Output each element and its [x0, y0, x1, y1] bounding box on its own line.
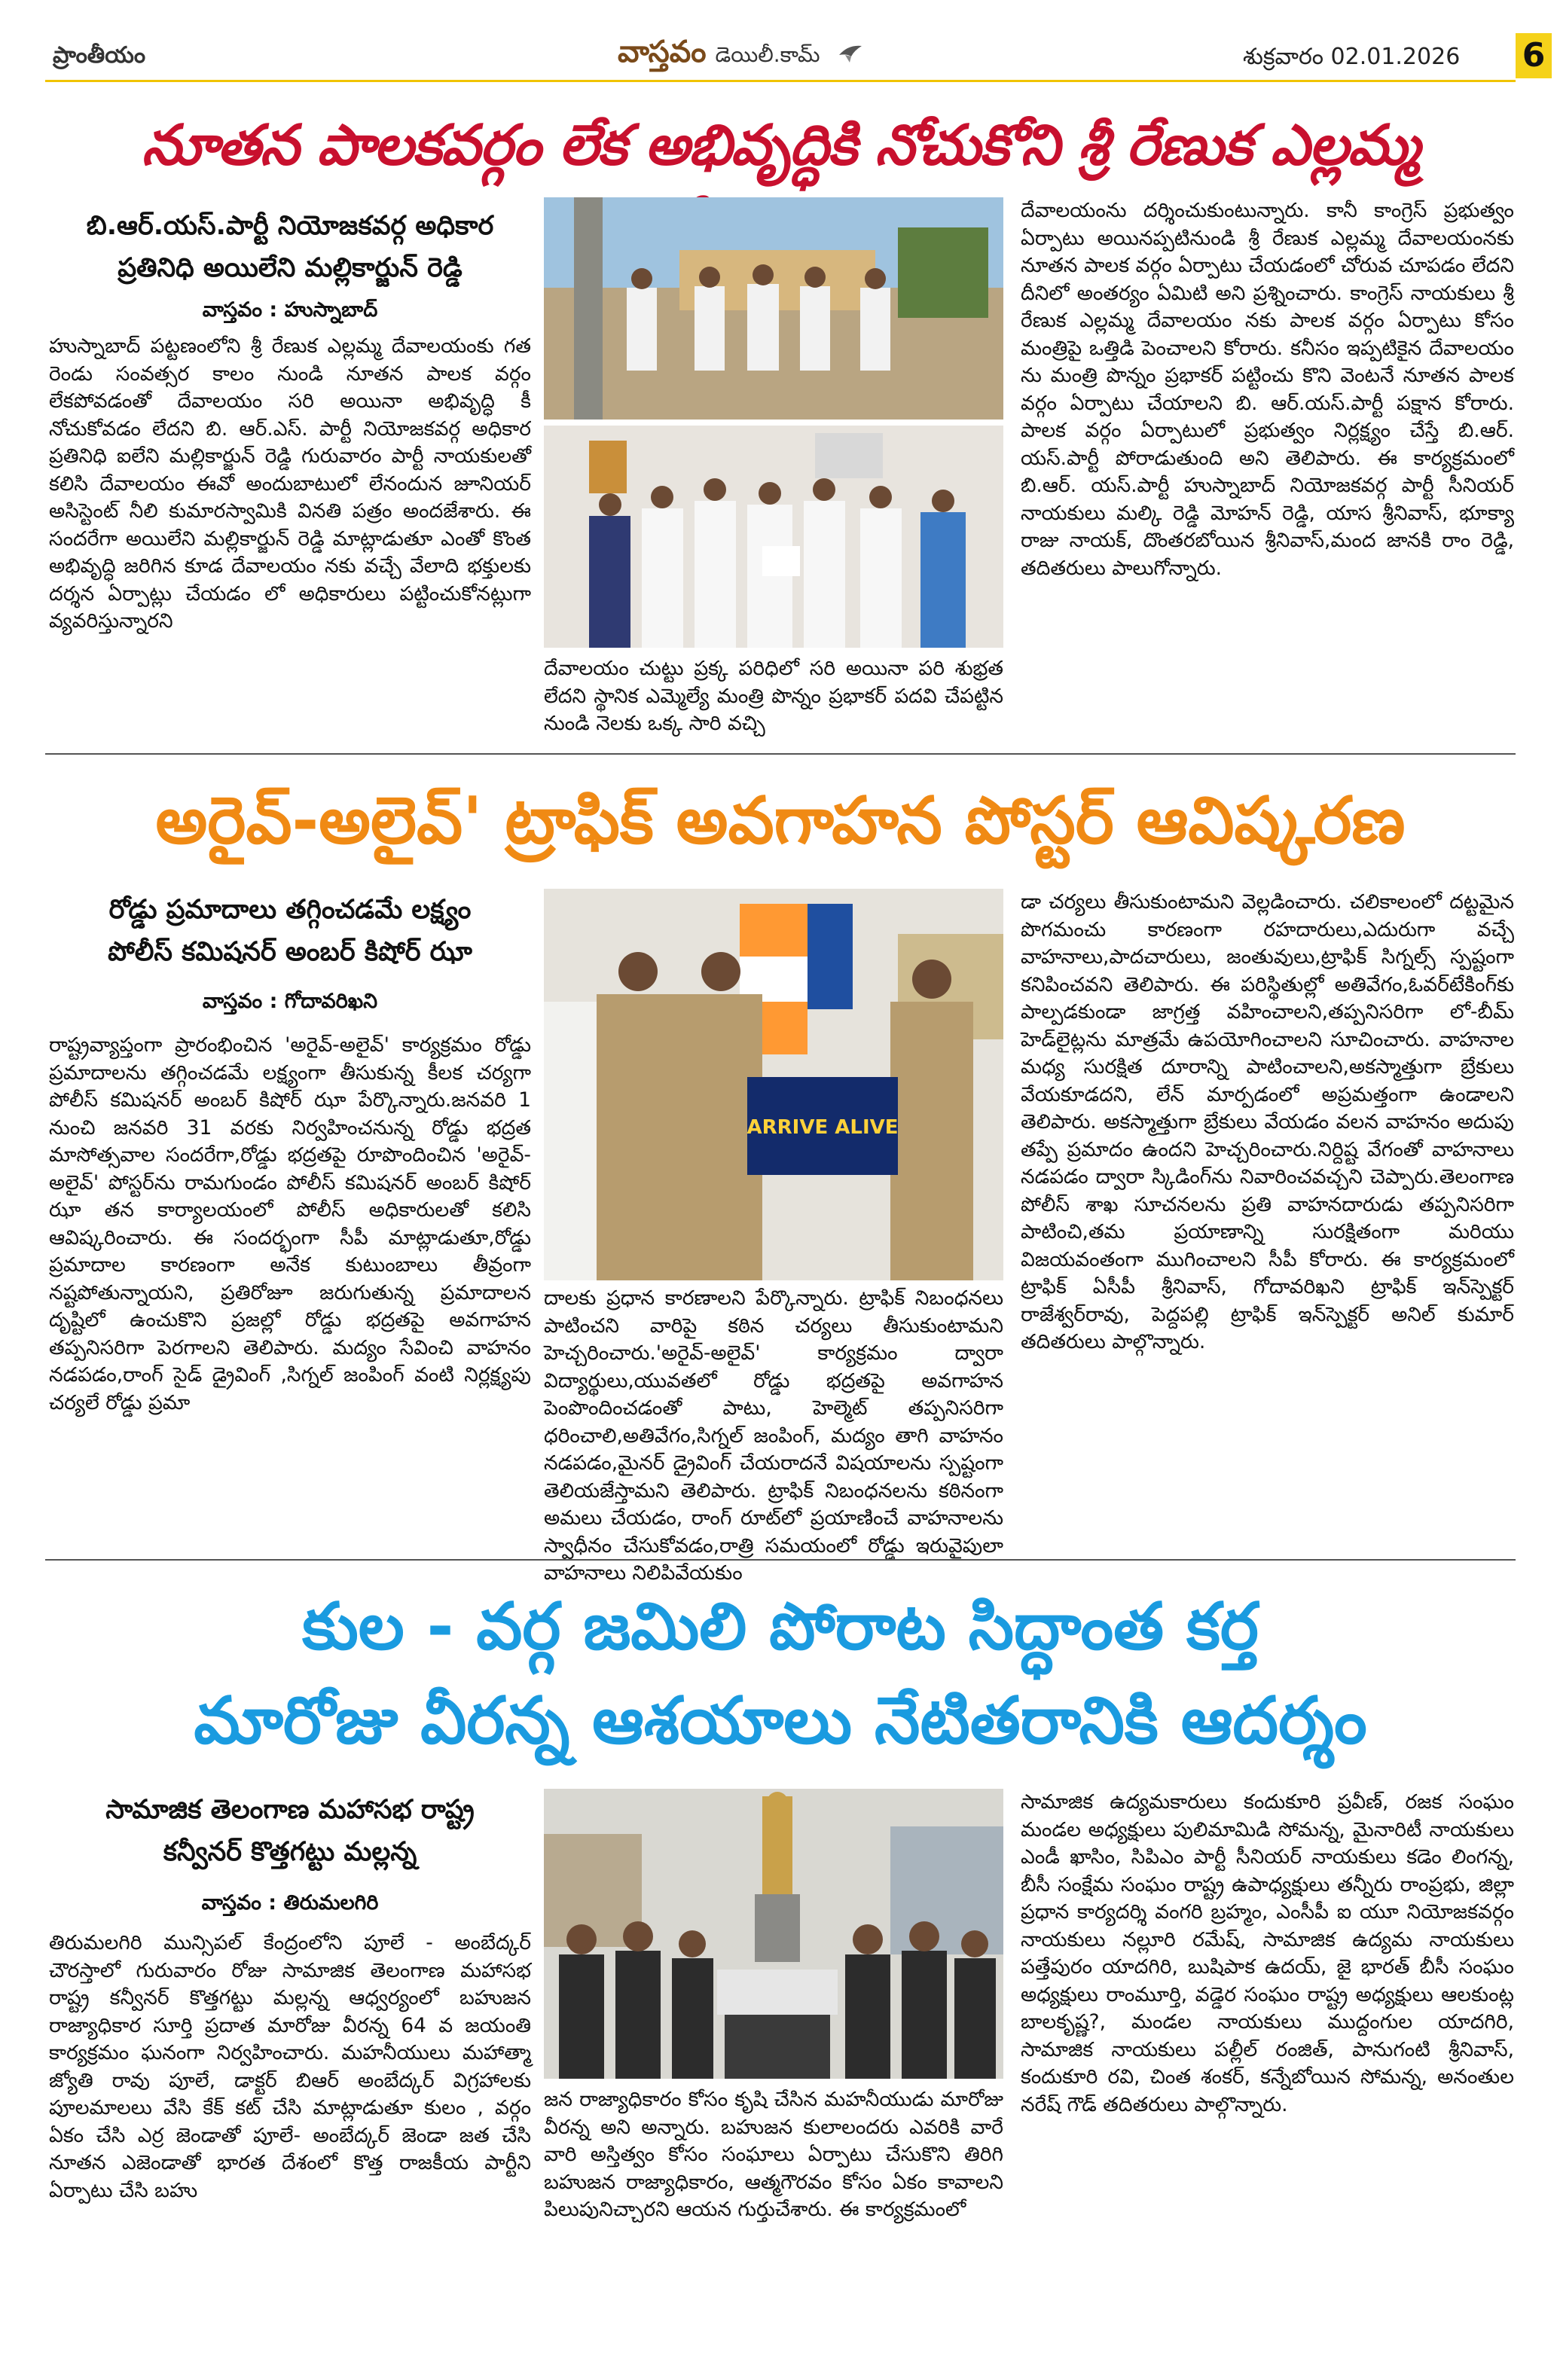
article2-column2: దాలకు ప్రధాన కారణాలని పేర్కొన్నారు. ట్రాఫిక్ నిబంధనలు పాటించని వారిపై కఠిన చర్యలు తీసుకుంటామని హెచ్చరించారు.'అరైవ్-అలైవ్' కార్యక్రమం ద్వారా విద్యార్థులు,యువతలో రోడ్డు భద్రతపై అవగాహన పెంపొందించడంతో పాటు, హెల్మెట్ తప్పనిసరిగా ధరించాలి,అతివేగం,సిగ్నల్ జంపింగ్, మద్యం తాగి వాహనం నడపడం,మైనర్ డ్రైవింగ్ చేయరాదనే విషయాలను స్పష్టంగా తెలియజేస్తామని తెలిపారు. ట్రాఫిక్ నిబంధనలను కఠినంగా అమలు చేయడం, రాంగ్ రూట్‌లో ప్రయాణించే వాహనాలను స్వాధీనం చేసుకోవడం,రాత్రి సమయంలో రోడ్డు ఇరువైపులా వాహనాలు నిలిపివేయకుం — [544, 1286, 1003, 1585]
article3-column1: తిరుమలగిరి మున్సిపల్ కేంద్రంలోని పూలే - అంబేద్కర్ చౌరస్తాలో గురువారం రోజు సామాజిక తెలంగాణ మహాసభ రాష్ట్ర కన్వీనర్ కొత్తగట్టు మల్లన్న ఆధ్వర్యంలో బహుజన రాజ్యాధికార సూర్తి ప్రదాత మారోజు వీరన్న 64 వ జయంతి కార్యక్రమం ఘనంగా నిర్వహించారు. మహనీయులు మహాత్మా జ్యోతి రావు పూలే, డాక్టర్ బిఆర్ అంబేద్కర్ విగ్రహాలకు పూలమాలలు వేసి కేక్ కట్ చేసి మాట్లాడుతూ కులం , వర్గం ఏకం చేసి ఎర్ర జెండాతో పూలే- అంబేద్కర్ జెండా జత చేసి నూతన ఎజెండాతో భారత దేశంలో కొత్త రాజకీయ పార్టీని ఏర్పాటు చేసి బహు — [49, 1931, 531, 2202]
paper-title: వాస్తవం — [618, 35, 707, 69]
article1-column1: హుస్నాబాద్ పట్టణంలోని శ్రీ రేణుక ఎల్లమ్మ దేవాలయంకు గత రెండు సంవత్సర కాలం నుండి నూతన పాలక వర్గం లేకపోవడంతో దేవాలయం సరి అయినా అభివృద్ధి కీ నోచుకోవడం లేదని బి. ఆర్.ఎస్. పార్టీ నియోజకవర్గ అధికార ప్రతినిధి ఐలేని మల్లికార్జున్ రెడ్డి గురువారం పార్టీ నాయకులతో కలిసి దేవాలయం ఈవో అందుబాటులో లేనందున జూనియర్ అసిస్టెంట్ నీలి కుమారస్వామికి వినతి పత్రం అందజేశారు. ఈ సందరేగా అయిలేని మల్లికార్జున్ రెడ్డి మాట్లాడుతూ ఎంతో కొంత అభివృద్ధి జరిగిన కూడ దేవాలయం నకు వచ్చే వేలాది భక్తులకు దర్శన ఏర్పాట్లు చేయడం లో అధికారులు పట్టించుకోనట్లుగా వ్యవరిస్తున్నారని — [49, 334, 531, 633]
article3-photo-jayanti — [544, 1789, 1003, 2079]
article3-dateline: వాస్తవం : తిరుమలగిరి — [201, 1891, 379, 1915]
paper-site: డెయిలీ.కామ్ — [715, 42, 820, 67]
article3-column2: జన రాజ్యాధికారం కోసం కృషి చేసిన మహనీయుడు మారోజు వీరన్న అని అన్నారు. బహుజన కులాలందరు ఎవరికి వారే వారి అస్తిత్వం కోసం సంఘాలు ఏర్పాటు చేసుకొని తిరిగి బహుజన రాజ్యాధికారం, ఆత్మగౌరవం కోసం ఏకం కావాలని పిలుపునిచ్చారని ఆయన గుర్తుచేశారు. ఈ కార్యక్రమంలో — [544, 2088, 1003, 2221]
article1-photo-caption: దేవాలయం చుట్టు ప్రక్క పరిధిలో సరి అయినా పరి శుభ్రత లేదని స్థానిక ఎమ్మెల్యే మంత్రి పొన్నం ప్రభాకర్ పదవి చేపట్టిన నుండి నెలకు ఒక్క సారి వచ్చి — [544, 657, 1003, 735]
article1-dateline: వాస్తవం : హుస్నాబాద్ — [202, 298, 378, 322]
article2-headline: అరైవ్-అలైవ్' ట్రాఫిక్ అవగాహన పోస్టర్ ఆవిష్కరణ — [155, 783, 1406, 859]
paper-name — [618, 35, 863, 77]
article3-subhead — [49, 1789, 531, 1920]
divider-1 — [45, 753, 1516, 755]
article3-subhead-line2: కన్వీనర్ కొత్తగట్టు మల్లన్న — [163, 1837, 417, 1867]
masthead-rule — [45, 80, 1516, 82]
issue-date: శుక్రవారం 02.01.2026 — [1243, 44, 1461, 70]
bird-logo-icon — [838, 43, 863, 64]
divider-2 — [45, 1559, 1516, 1561]
article2-column3: డా చర్యలు తీసుకుంటామని వెల్లడించారు. చలికాలంలో దట్టమైన పొగమంచు కారణంగా రహదారులు,ఎదురుగా వచ్చే వాహనాలు,పాదచారులు, జంతువులు,ట్రాఫిక్ సిగ్నల్స్ స్పష్టంగా కనిపించవని తెలిపారు. ఈ పరిస్థితుల్లో అతివేగం,ఓవర్‌టేకింగ్‌కు పాల్పడకుండా జాగ్రత్త వహించాలని,తప్పనిసరిగా లో-బీమ్ హెడ్‌లైట్లను మాత్రమే ఉపయోగించాలని సూచించారు. వాహనాల మధ్య సురక్షిత దూరాన్ని పాటించాలని,అకస్మాత్తుగా బ్రేకులు వేయకూడదని, లేన్ మార్పడంలో అప్రమత్తంగా ఉండాలని తెలిపారు. అకస్మాత్తుగా బ్రేకులు వేయడం వలన వాహనం అదుపు తప్పే ప్రమాదం ఉందని హెచ్చరించారు.నిర్దిష్ట వేగంతో వాహనాలు నడపడం ద్వారా స్కిడింగ్‌ను నివారించవచ్చని చెప్పారు.తెలంగాణ పోలీస్ శాఖ సూచనలను ప్రతి వాహనదారుడు తప్పనిసరిగా పాటించి,తమ ప్రయాణాన్ని సురక్షితంగా మరియు విజయవంతంగా ముగించాలని సీపీ కోరారు. ఈ కార్యక్రమంలో ట్రాఫిక్ ఏసీపీ శ్రీనివాస్, గోదావరిఖని ట్రాఫిక్ ఇన్‌స్పెక్టర్ రాజేశ్వర్‌రావు, పెద్దపల్లి ట్రాఫిక్ ఇన్‌స్పెక్టర్ అనిల్ కుమార్ తదితరులు పాల్గొన్నారు. — [1021, 890, 1514, 1353]
page-number: 6 — [1516, 33, 1552, 78]
article3-headline-line2: మారోజు వీరన్న ఆశయాలు నేటితరానికి ఆదర్శం — [194, 1683, 1367, 1759]
article3-subhead-line1: సామాజిక తెలంగాణ మహాసభ రాష్ట్ర — [105, 1795, 475, 1825]
article2-dateline: వాస్తవం : గోదావరిఖని — [202, 990, 378, 1013]
article1-photo-memorandum — [544, 426, 1003, 648]
article2-column1: రాష్ట్రవ్యాప్తంగా ప్రారంభించిన 'అరైవ్-అలైవ్' కార్యక్రమం రోడ్డు ప్రమాదాలను తగ్గించడమే లక్ష్యంగా తీసుకున్న కీలక చర్యగా పోలీస్ కమిషనర్ అంబర్ కిషోర్ ఝా పేర్కొన్నారు.జనవరి 1 నుంచి జనవరి 31 వరకు నిర్వహించనున్న రోడ్డు భద్రత మాసోత్సవాల సందరేగా,రోడ్డు భద్రతపై రూపొందించిన 'అరైవ్-అలైవ్' పోస్టర్‌ను రామగుండం పోలీస్ కమిషనర్ అంబర్ కిషోర్ ఝా తన కార్యాలయంలో పోలీస్ అధికారులతో కలిసి ఆవిష్కరించారు. ఈ సందర్భంగా సీపీ మాట్లాడుతూ,రోడ్డు ప్రమాదాల కారణంగా అనేక కుటుంబాలు తీవ్రంగా నష్టపోతున్నాయని, ప్రతిరోజూ జరుగుతున్న ప్రమాదాలన దృష్టిలో ఉంచుకొని ప్రజల్లో రోడ్డు భద్రతపై అవగాహన తప్పనిసరిగా పెరగాలని తెలిపారు. మద్యం సేవించి వాహనం నడపడం,రాంగ్ సైడ్ డ్రైవింగ్ ,సిగ్నల్ జంపింగ్ వంటి నిర్లక్ష్యపు చర్యలే రోడ్డు ప్రమా — [49, 1033, 531, 1414]
article1-photo-temple-site — [544, 197, 1003, 420]
article1-subhead — [49, 205, 531, 327]
article2-photo-poster-launch — [544, 889, 1003, 1280]
article1-subhead-line1: బి.ఆర్.యస్.పార్టీ నియోజకవర్గ అధికార — [86, 211, 494, 241]
article3-headline-line1: కుల - వర్గ జమిలి పోరాట సిద్ధాంత కర్త — [302, 1589, 1259, 1664]
article2-subhead-line2: పోలీస్ కమిషనర్ అంబర్ కిషోర్ ఝా — [108, 937, 472, 967]
masthead — [45, 35, 1546, 80]
article3-column3: సామాజిక ఉద్యమకారులు కందుకూరి ప్రవీణ్, రజక సంఘం మండల అధ్యక్షులు పులిమామిడి సోమన్న, మైనారిటీ నాయకులు ఎండీ ఖాసిం, సిపిఎం పార్టీ సీనియర్ నాయకులు కడెం లింగన్న, బీసీ సంక్షేమ సంఘం రాష్ట్ర ఉపాధ్యక్షులు తన్నీరు రాంప్రభు, జిల్లా ప్రధాన కార్యదర్శి వంగరి బ్రహ్మం, ఎంసీపీ ఐ యూ నియోజకవర్గం నాయకులు నల్లూరి రమేష్, సామాజిక ఉద్యమ నాయకులు పత్తేపురం యాదగిరి, బుషిపాక ఉదయ్, జై భారత్ బీసీ సంఘం అధ్యక్షులు రాంమూర్తి, వడ్డెర సంఘం రాష్ట్ర అధ్యక్షులు ఆలకుంట్ల బాలకృష్ణ?, మండల నాయకులు ముద్దంగుల యాదగిరి, సామాజిక నాయకులు పల్లీల్ రంజిత్, పానుగంటి శ్రీనివాస్, కందుకూరి రవి, చింత శంకర్, కన్నేబోయిన సోమన్న, అనంతుల నరేష్ గౌడ్ తదితరులు పాల్గొన్నారు. — [1021, 1790, 1514, 2116]
poster-text: ARRIVE ALIVE — [746, 1116, 899, 1139]
article2-subhead-line1: రోడ్డు ప్రమాదాలు తగ్గించడమే లక్ష్యం — [108, 895, 472, 925]
article2-subhead — [49, 889, 531, 1018]
article1-headline: నూతన పాలకవర్గం లేక అభివృద్ధికి నోచుకోని శ్రీ రేణుక ఎల్లమ్మ — [142, 113, 1419, 178]
section-label: ప్రాంతీయం — [53, 42, 146, 69]
article1-column3: దేవాలయంను దర్శించుకుంటున్నారు. కానీ కాంగ్రెస్ ప్రభుత్వం ఏర్పాటు అయినప్పటినుండి శ్రీ రేణుక ఎల్లమ్మ దేవాలయంనకు నూతన పాలక వర్గం ఏర్పాటు చేయడంలో చోరువ చూపడం లేదని దీనిలో అంతర్యం ఏమిటి అని ప్రశ్నించారు. కాంగ్రెస్ నాయకులు శ్రీ రేణుక ఎల్లమ్మ దేవాలయం నకు పాలక వర్గం ఏర్పాటు కోసం మంత్రిపై ఒత్తిడి పెంచాలని కోరారు. కనీసం ఇప్పటికైన దేవాలయం ను మంత్రి పొన్నం ప్రభాకర్ పట్టించు కొని వెంటనే నూతన పాలక వర్గం ఏర్పాటు చేయాలని బి. ఆర్.యస్.పార్టీ పక్షాన కోరారు. పాలక వర్గం ఏర్పాటులో ప్రభుత్వం నిర్లక్ష్యం చేస్తే బి.ఆర్. యస్.పార్టీ పోరాడుతుంది అని తెలిపారు. ఈ కార్యక్రమంలో బి.ఆర్. యస్.పార్టీ హుస్నాబాద్ నియోజకవర్గ పార్టీ సీనియర్ నాయకులు మల్కి రెడ్డి మోహన్ రెడ్డి, యాస శ్రీనివాస్, భూక్యా రాజు నాయక్, దొంతరబోయిన శ్రీనివాస్,మంద జానకి రాం రెడ్డి, తదితరులు పాలుగోన్నారు. — [1021, 199, 1514, 580]
article1-subhead-line2: ప్రతినిధి అయిలేని మల్లికార్జున్ రెడ్డి — [118, 253, 463, 283]
